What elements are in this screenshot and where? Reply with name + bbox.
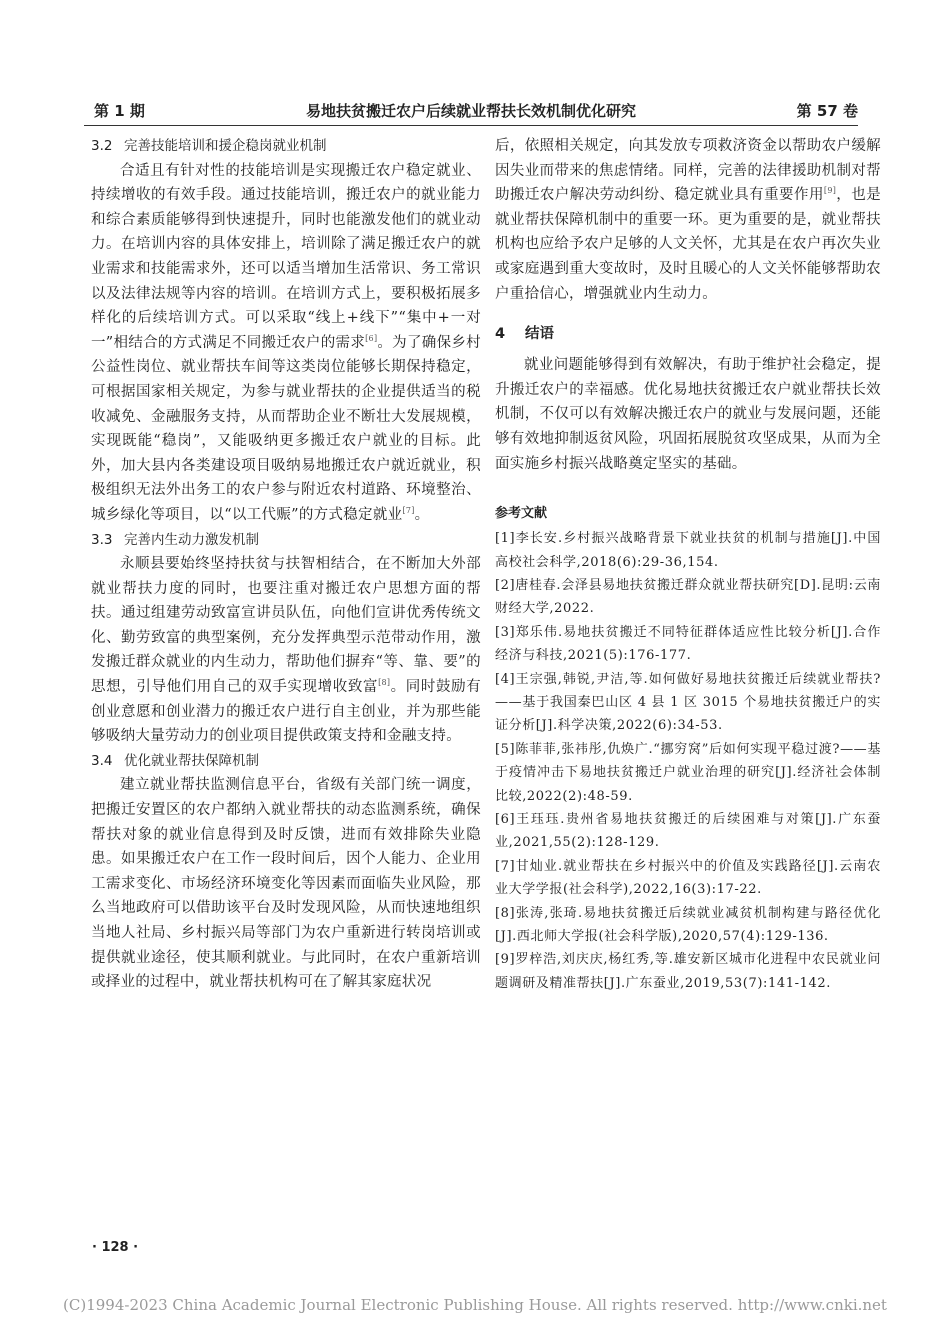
running-header	[84, 98, 858, 124]
citation: [8]	[378, 678, 391, 688]
left-column	[91, 134, 481, 995]
right-column	[495, 134, 881, 995]
paragraph: 建立就业帮扶监测信息平台，省级有关部门统一调度，把搬迁安置区的农户都纳入就业帮扶的动态监测系统，确保帮扶对象的就业信息得到及时反馈，进而有效排除失业隐患。如果搬迁农户在工作一段时间后，因个人能力、企业用工需求变化、市场经济环境变化等因素而面临失业风险，那么当地政府可以借助该平台及时发现风险，从而快速地组织当地人社局、乡村振兴局等部门为农户重新进行转岗培训或提供就业途径，使其顺利就业。与此同时，在农户重新培训或择业的过程中，就业帮扶机构可在了解其家庭状况	[91, 777, 481, 991]
reference-item: [8]张涛,张琦.易地扶贫搬迁后续就业减贫机制构建与路径优化[J].西北师大学报(社会科学版),2020,57(4):129-136.	[495, 905, 881, 945]
subsection-heading-3-4: 3.4 优化就业帮扶保障机制	[91, 752, 259, 769]
citation: [7]	[402, 506, 415, 516]
reference-item: [5]陈菲菲,张祎彤,仇焕广.“挪穷窝”后如何实现平稳过渡?——基于疫情冲击下易地扶贫搬迁户就业治理的研究[J].经济社会体制比较,2022(2):48-59.	[495, 741, 881, 804]
article-title: 易地扶贫搬迁农户后续就业帮扶长效机制优化研究	[305, 102, 636, 120]
citation: [9]	[823, 186, 837, 196]
reference-item: [7]甘灿业.就业帮扶在乡村振兴中的价值及实践路径[J].云南农业大学学报(社会科学),2022,16(3):17-22.	[495, 858, 881, 898]
paragraph-continued: 后，依照相关规定，向其发放专项救济资金以帮助农户缓解因失业而带来的焦虑情绪。同样，完善的法律援助机制对帮助搬迁农户解决劳动纠纷、稳定就业具有重要作用[9]，也是就业帮扶保障机制中的重要一环。更为重要的是，就业帮扶机构也应给予农户足够的人文关怀，尤其是在农户再次失业或家庭遇到重大变故时，及时且暖心的人文关怀能够帮助农户重拾信心，增强就业内生动力。	[495, 138, 881, 302]
subsection-heading-3-3: 3.3 完善内生动力激发机制	[91, 531, 259, 548]
references-heading: 参考文献	[495, 506, 548, 522]
header-divider	[84, 125, 858, 126]
reference-item: [1]李长安.乡村振兴战略背景下就业扶贫的机制与措施[J].中国高校社会科学,2018(6):29-36,154.	[495, 531, 881, 570]
section-heading-4: 4 结语	[495, 326, 554, 343]
reference-item: [2]唐桂春.会泽县易地扶贫搬迁群众就业帮扶研究[D].昆明:云南财经大学,2022.	[495, 577, 881, 617]
volume-label: 第 57 卷	[796, 102, 858, 120]
reference-item: [3]郑乐伟.易地扶贫搬迁不同特征群体适应性比较分析[J].合作经济与科技,2021(5):176-177.	[495, 624, 881, 664]
paragraph: 永顺县要始终坚持扶贫与扶智相结合，在不断加大外部就业帮扶力度的同时，也要注重对搬迁农户思想方面的帮扶。通过组建劳动致富宣讲员队伍，向他们宣讲优秀传统文化、勤劳致富的典型案例，充分发挥典型示范带动作用，激发搬迁群众就业的内生动力，帮助他们摒弃“等、靠、要”的思想，引导他们用自己的双手实现增收致富[8]。同时鼓励有创业意愿和创业潜力的搬迁农户进行自主创业，并为那些能够吸纳大量劳动力的创业项目提供政策支持和金融支持。	[91, 556, 481, 745]
issue-label: 第 1 期	[94, 102, 145, 120]
paragraph: 就业问题能够得到有效解决，有助于维护社会稳定，提升搬迁农户的幸福感。优化易地扶贫搬迁农户就业帮扶长效机制，不仅可以有效解决搬迁农户的就业与发展问题，还能够有效地抑制返贫风险，巩固拓展脱贫攻坚成果，从而为全面实施乡村振兴战略奠定坚实的基础。	[495, 357, 881, 472]
page-number: · 128 ·	[92, 1240, 139, 1255]
paragraph: 合适且有针对性的技能培训是实现搬迁农户稳定就业、持续增收的有效手段。通过技能培训，搬迁农户的就业能力和综合素质能够得到快速提升，同时也能激发他们的就业动力。在培训内容的具体安排上，培训除了满足搬迁农户的就业需求和技能需求外，还可以适当增加生活常识、务工常识以及法律法规等内容的培训。在培训方式上，要积极拓展多样化的后续培训方式。可以采取“线上+线下”“集中+一对一”相结合的方式满足不同搬迁农户的需求[6]。为了确保乡村公益性岗位、就业帮扶车间等这类岗位能够长期保持稳定，可根据国家相关规定，为参与就业帮扶的企业提供适当的税收减免、金融服务支持，从而帮助企业不断壮大发展规模，实现既能“稳岗”，又能吸纳更多搬迁农户就业的目标。此外，加大县内各类建设项目吸纳易地搬迁农户就近就业，积极组织无法外出务工的农户参与附近农村道路、环境整治、城乡绿化等项目，以“以工代赈”的方式稳定就业[7]。	[91, 162, 481, 523]
citation: [6]	[365, 333, 378, 343]
copyright-footer: (C)1994-2023 China Academic Journal Electronic Publishing House. All rights reserved. http://www.cnki.net	[63, 1296, 887, 1314]
reference-item: [6]王珏珏.贵州省易地扶贫搬迁的后续困难与对策[J].广东蚕业,2021,55(2):128-129.	[495, 812, 881, 851]
reference-item: [4]王宗强,韩锐,尹洁,等.如何做好易地扶贫搬迁后续就业帮扶?——基于我国秦巴山区 4 县 1 区 3015 个易地扶贫搬迁户的实证分析[J].科学决策,2022(6):34-53.	[495, 671, 881, 734]
reference-item: [9]罗梓浩,刘庆庆,杨红秀,等.雄安新区城市化进程中农民就业问题调研及精准帮扶[J].广东蚕业,2019,53(7):141-142.	[495, 952, 881, 991]
subsection-heading-3-2: 3.2 完善技能培训和援企稳岗就业机制	[91, 138, 327, 154]
